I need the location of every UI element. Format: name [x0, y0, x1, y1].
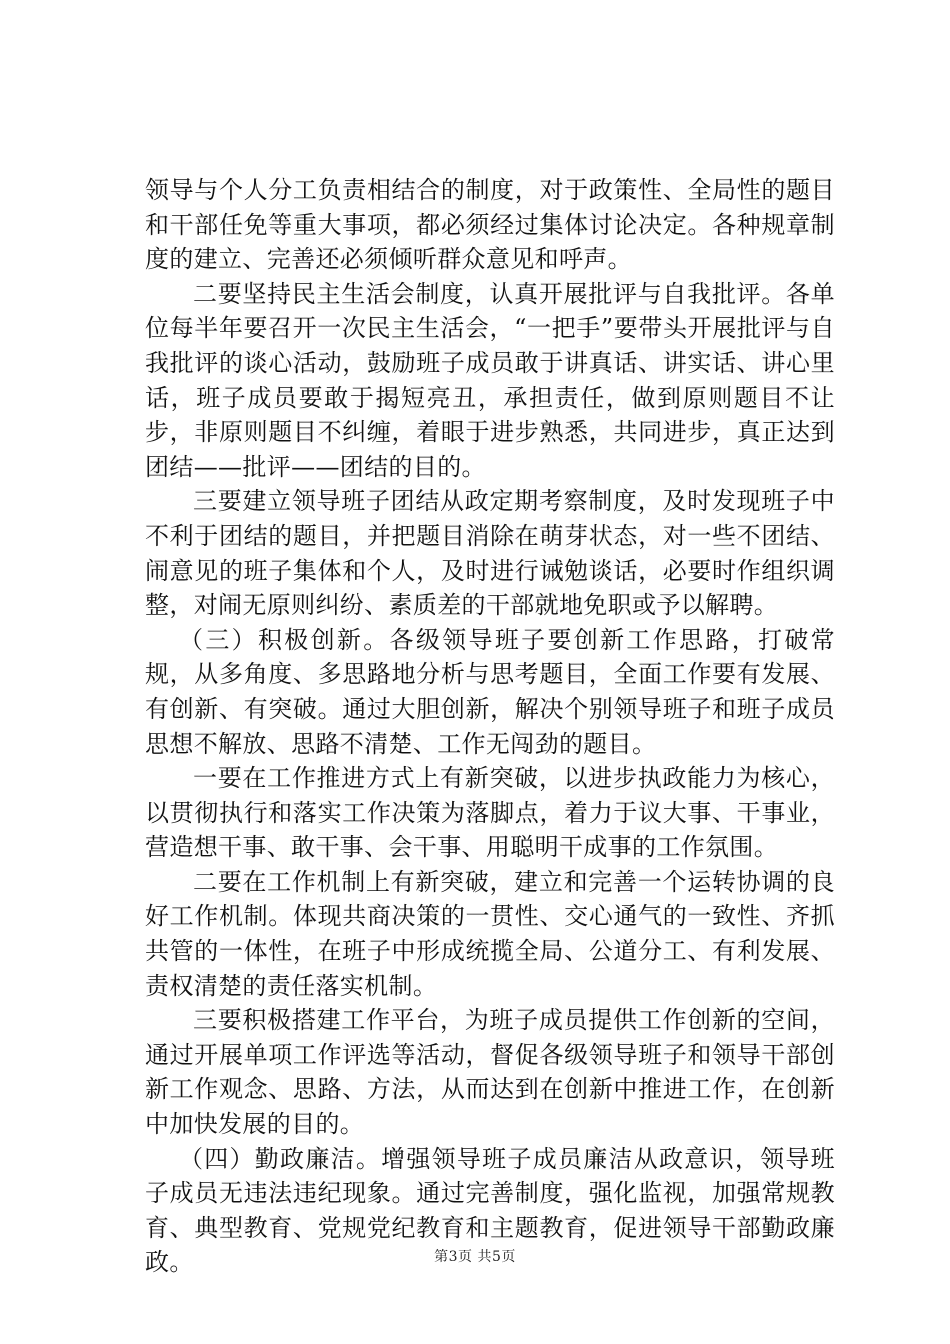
paragraph-unity-review: 三要建立领导班子团结从政定期考察制度，及时发现班子中不利于团结的题目，并把题目消除在萌芽状态，对一些不团结、闹意见的班子集体和个人，及时进行诫勉谈话，必要时作组织调整，对闹无原则纠纷、素质差的干部就地免职或予以解聘。	[145, 487, 835, 620]
paragraph-work-platform: 三要积极搭建工作平台，为班子成员提供工作创新的空间，通过开展单项工作评选等活动，督促各级领导班子和领导干部创新工作观念、思路、方法，从而达到在创新中推进工作，在创新中加快发展的目的。	[145, 1006, 835, 1139]
section-heading-integrity: （四）勤政廉洁。增强领导班子成员廉洁从政意识，领导班子成员无违法违纪现象。通过完善制度，强化监视，加强常规教育、典型教育、党规党纪教育和主题教育，促进领导干部勤政廉政。	[145, 1144, 835, 1277]
paragraph-continuation: 领导与个人分工负责相结合的制度，对于政策性、全局性的题目和干部任免等重大事项，都必须经过集体讨论决定。各种规章制度的建立、完善还必须倾听群众意见和呼声。	[145, 176, 835, 274]
paragraph-work-mechanism: 二要在工作机制上有新突破，建立和完善一个运转协调的良好工作机制。体现共商决策的一贯性、交心通气的一致性、齐抓共管的一体性，在班子中形成统揽全局、公道分工、有利发展、责权清楚的责任落实机制。	[145, 867, 835, 1000]
paragraph-work-method: 一要在工作推进方式上有新突破，以进步执政能力为核心，以贯彻执行和落实工作决策为落脚点，着力于议大事、干事业，营造想干事、敢干事、会干事、用聪明干成事的工作氛围。	[145, 764, 835, 862]
section-heading-innovation: （三）积极创新。各级领导班子要创新工作思路，打破常规，从多角度、多思路地分析与思考题目，全面工作要有发展、有创新、有突破。通过大胆创新，解决个别领导班子和班子成员思想不解放、思路不清楚、工作无闯劲的题目。	[145, 625, 835, 758]
page-number-footer: 第3页 共5页	[434, 1249, 516, 1265]
paragraph-democratic-life: 二要坚持民主生活会制度，认真开展批评与自我批评。各单位每半年要召开一次民主生活会，“一把手”要带头开展批评与自我批评的谈心活动，鼓励班子成员敢于讲真话、讲实话、讲心里话，班子成员要敢于揭短亮丑，承担责任，做到原则题目不让步，非原则题目不纠缠，着眼于进步熟悉，共同进步，真正达到团结——批评——团结的目的。	[145, 279, 835, 481]
document-body	[145, 173, 835, 1280]
